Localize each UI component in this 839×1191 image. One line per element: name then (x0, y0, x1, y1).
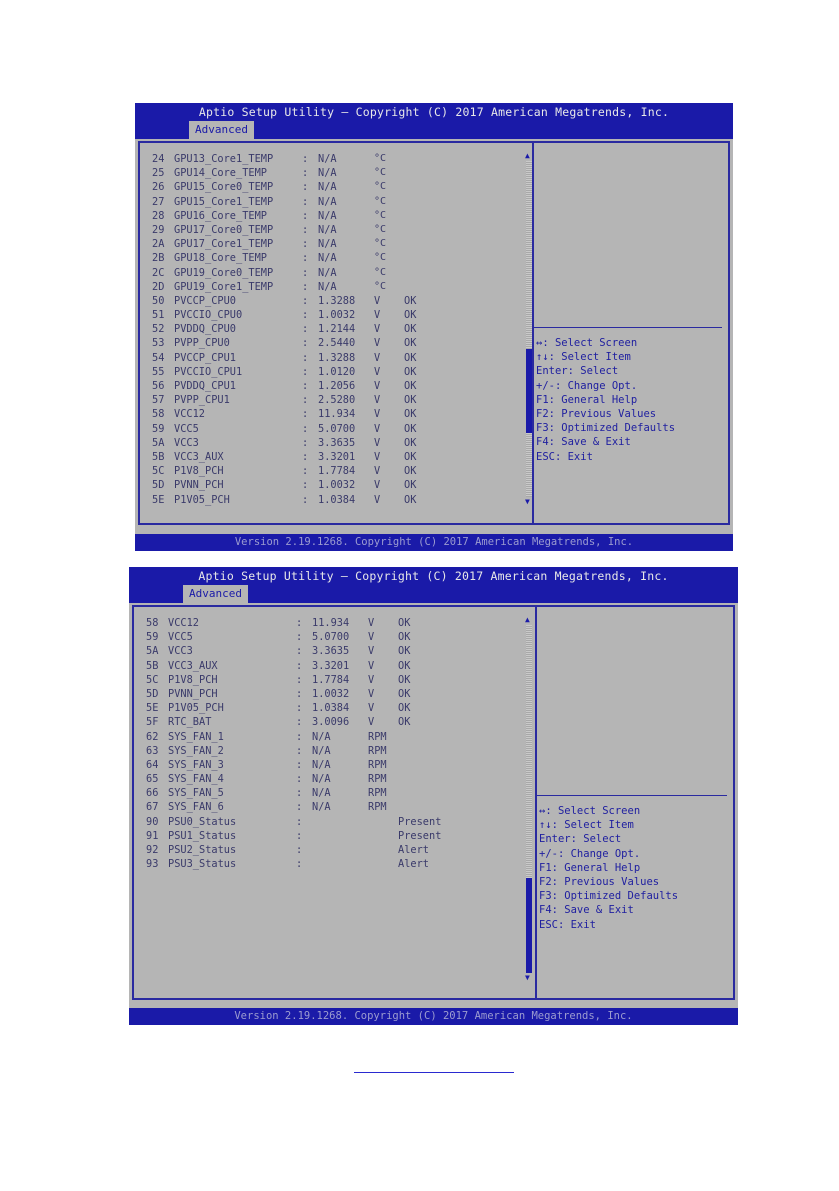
sensor-unit: RPM (368, 787, 387, 800)
window-title: Aptio Setup Utility – Copyright (C) 2017 American Megatrends, Inc. (198, 105, 670, 119)
sensor-value: N/A (312, 730, 331, 743)
sensor-unit: V (374, 309, 381, 322)
bios-screen-2 (129, 567, 738, 1025)
separator: : (296, 815, 303, 828)
sensor-unit: V (374, 465, 381, 478)
key-help-item: Enter: Select (536, 365, 619, 378)
sensor-unit: RPM (368, 744, 387, 757)
sensor-status: OK (398, 687, 411, 700)
sensor-status: OK (404, 465, 417, 478)
sensor-name: GPU13_Core1_TEMP (174, 153, 274, 165)
sensor-value: 11.934 (318, 408, 356, 421)
sensor-value: N/A (318, 238, 337, 251)
sensor-name: P1V05_PCH (168, 702, 224, 715)
sensor-unit: V (374, 408, 381, 421)
sensor-status: OK (404, 380, 417, 392)
key-help-item: ESC: Exit (539, 918, 596, 931)
help-divider (535, 795, 727, 796)
separator: : (302, 351, 309, 364)
sensor-value: 2.5280 (318, 394, 356, 407)
separator: : (302, 365, 309, 378)
sensor-name: GPU19_Core1_TEMP (174, 280, 274, 293)
sensor-id: 2C (152, 266, 165, 279)
sensor-name: VCC3_AUX (168, 659, 218, 672)
sensor-id: 54 (152, 351, 165, 364)
sensor-status: OK (404, 394, 417, 407)
sensor-unit: V (368, 659, 375, 672)
separator: : (302, 195, 309, 208)
scroll-up-arrow-icon[interactable]: ▲ (525, 615, 530, 624)
sensor-value: N/A (318, 181, 337, 194)
sensor-unit: V (374, 422, 381, 435)
sensor-status: OK (404, 309, 417, 322)
sensor-value: 3.3201 (312, 659, 350, 672)
sensor-value: 3.3635 (312, 645, 350, 658)
tab-advanced[interactable]: Advanced (183, 585, 248, 603)
sensor-name: SYS_FAN_2 (168, 744, 224, 757)
key-help-item: ↑↓: Select Item (539, 819, 634, 832)
sensor-status: OK (398, 645, 411, 658)
sensor-id: 2A (152, 238, 165, 251)
sensor-unit: RPM (368, 758, 387, 771)
separator: : (296, 787, 303, 800)
sensor-status: OK (398, 673, 411, 686)
sensor-status: Present (398, 829, 442, 842)
separator: : (302, 223, 309, 236)
sensor-unit: V (374, 436, 381, 449)
sensor-name: GPU17_Core0_TEMP (174, 223, 274, 236)
separator: : (302, 266, 309, 279)
sensor-value: N/A (318, 280, 337, 293)
separator: : (296, 673, 303, 686)
sensor-value: 1.3288 (318, 294, 356, 307)
sensor-status: OK (404, 450, 417, 463)
sensor-status: OK (404, 479, 417, 492)
sensor-id: 52 (152, 323, 165, 336)
sensor-id: 5A (152, 436, 165, 449)
separator: : (296, 659, 303, 672)
sensor-value: 1.0032 (318, 309, 356, 322)
sensor-unit: °C (374, 167, 387, 179)
key-help-item: ESC: Exit (536, 450, 593, 463)
separator: : (296, 702, 303, 715)
key-help-item: +/-: Change Opt. (539, 847, 641, 860)
sensor-unit: V (374, 493, 381, 506)
sensor-name: SYS_FAN_3 (168, 758, 224, 771)
sensor-name: VCC5 (168, 631, 193, 644)
separator: : (302, 238, 309, 251)
sensor-status: OK (404, 351, 417, 364)
sensor-id: 2B (152, 252, 165, 265)
key-help-list (539, 804, 678, 932)
sensor-name: PSU3_Status (168, 858, 237, 871)
sensor-id: 28 (152, 209, 165, 222)
sensor-value: N/A (318, 167, 337, 180)
sensor-name: PSU0_Status (168, 815, 237, 828)
key-help-list (536, 336, 675, 464)
sensor-value: 1.2056 (318, 380, 356, 392)
sensor-value: N/A (312, 744, 331, 757)
sensor-name: PVNN_PCH (168, 687, 218, 700)
sensor-value: 3.3635 (318, 436, 356, 449)
separator: : (296, 844, 303, 856)
sensor-id: 5D (146, 687, 159, 700)
sensor-value: 3.0096 (312, 716, 350, 729)
sensor-unit: V (374, 380, 381, 392)
key-help-item: F4: Save & Exit (539, 904, 634, 917)
sensor-id: 5E (152, 493, 165, 506)
separator: : (302, 436, 309, 449)
sensor-id: 27 (152, 195, 165, 208)
version-footer: Version 2.19.1268. Copyright (C) 2017 American Megatrends, Inc. (129, 1008, 738, 1025)
sensor-unit: V (368, 631, 375, 644)
sensor-id: 5F (146, 716, 159, 729)
sensor-unit: °C (374, 181, 387, 193)
sensor-status: OK (398, 617, 411, 629)
separator: : (302, 280, 309, 293)
sensor-name: VCC12 (174, 408, 205, 421)
sensor-unit: V (374, 394, 381, 407)
sensor-id: 5B (146, 659, 159, 672)
sensor-id: 55 (152, 365, 165, 378)
sensor-unit: °C (374, 238, 387, 250)
sensor-id: 59 (146, 631, 159, 644)
sensor-unit: °C (374, 280, 387, 292)
sensor-unit: V (368, 645, 375, 658)
sensor-unit: °C (374, 223, 387, 235)
sensor-name: PVPP_CPU0 (174, 337, 230, 350)
sensor-unit: V (374, 450, 381, 463)
sensor-name: GPU15_Core0_TEMP (174, 181, 274, 194)
sensor-value: 3.3201 (318, 450, 356, 463)
sensor-unit: RPM (368, 773, 387, 786)
sensor-name: GPU18_Core_TEMP (174, 252, 267, 265)
sensor-unit: V (374, 365, 381, 378)
scroll-down-arrow-icon[interactable]: ▼ (525, 973, 530, 982)
separator: : (302, 181, 309, 194)
sensor-name: GPU15_Core1_TEMP (174, 195, 274, 208)
sensor-id: 5C (152, 465, 165, 478)
separator: : (296, 645, 303, 658)
window-title: Aptio Setup Utility – Copyright (C) 2017 American Megatrends, Inc. (198, 569, 669, 583)
sensor-name: SYS_FAN_4 (168, 773, 224, 786)
sensor-status: OK (404, 422, 417, 435)
separator: : (302, 252, 309, 265)
sensor-id: 51 (152, 309, 165, 322)
sensor-name: P1V8_PCH (174, 465, 224, 478)
sensor-value: 1.0032 (312, 687, 350, 700)
sensor-name: PVDDQ_CPU1 (174, 380, 236, 392)
sensor-name: PVPP_CPU1 (174, 394, 230, 407)
key-help-item: F1: General Help (536, 393, 638, 406)
sensor-status: OK (404, 436, 417, 449)
sensor-name: VCC3_AUX (174, 450, 224, 463)
sensor-status: OK (404, 337, 417, 350)
sensor-status: OK (404, 408, 417, 421)
separator: : (296, 858, 303, 871)
sensor-status: OK (398, 702, 411, 715)
separator: : (302, 309, 309, 322)
sensor-unit: RPM (368, 730, 387, 743)
sensor-name: PVCCP_CPU0 (174, 294, 236, 307)
sensor-id: 92 (146, 844, 159, 856)
separator: : (296, 730, 303, 743)
sensor-id: 93 (146, 858, 159, 871)
sensor-name: P1V8_PCH (168, 673, 218, 686)
sensor-id: 58 (146, 617, 159, 629)
sensor-id: 24 (152, 153, 165, 165)
scroll-down-arrow-icon[interactable]: ▼ (525, 497, 530, 506)
separator: : (296, 801, 303, 814)
sensor-value: N/A (312, 758, 331, 771)
sensor-value: N/A (312, 773, 331, 786)
sensor-value: 1.7784 (318, 465, 356, 478)
key-help-item: F2: Previous Values (539, 875, 660, 888)
sensor-value: N/A (318, 195, 337, 208)
version-footer: Version 2.19.1268. Copyright (C) 2017 American Megatrends, Inc. (135, 534, 733, 551)
separator: : (302, 153, 309, 165)
sensor-status: OK (398, 659, 411, 672)
sensor-status: OK (404, 323, 417, 336)
sensor-id: 57 (152, 394, 165, 407)
sensor-id: 2D (152, 280, 165, 293)
separator: : (302, 450, 309, 463)
bios-screen-1 (135, 103, 733, 551)
sensor-id: 64 (146, 758, 159, 771)
sensor-id: 26 (152, 181, 165, 194)
sensor-name: SYS_FAN_1 (168, 730, 224, 743)
separator: : (296, 773, 303, 786)
sensor-id: 56 (152, 380, 165, 392)
sensor-value: 1.0384 (312, 702, 350, 715)
sensor-id: 58 (152, 408, 165, 421)
key-help-item: +/-: Change Opt. (536, 379, 638, 392)
sensor-unit: °C (374, 195, 387, 207)
help-pane (535, 605, 735, 1000)
sensor-value: N/A (318, 266, 337, 279)
sensor-id: 29 (152, 223, 165, 236)
main-pane (138, 141, 534, 525)
separator: : (302, 408, 309, 421)
separator: : (296, 758, 303, 771)
caption-link[interactable] (354, 1072, 514, 1073)
scroll-thumb[interactable] (526, 878, 532, 973)
tab-advanced[interactable]: Advanced (189, 121, 254, 139)
sensor-value: 1.7784 (312, 673, 350, 686)
help-pane (532, 141, 730, 525)
key-help-item: F2: Previous Values (536, 407, 657, 420)
sensor-value: N/A (318, 209, 337, 222)
sensor-id: 50 (152, 294, 165, 307)
sensor-value: N/A (318, 252, 337, 265)
sensor-unit: V (374, 294, 381, 307)
separator: : (296, 829, 303, 842)
sensor-name: VCC3 (174, 436, 199, 449)
key-help-item: F4: Save & Exit (536, 436, 631, 449)
separator: : (302, 380, 309, 392)
separator: : (296, 631, 303, 644)
help-divider (532, 327, 722, 328)
sensor-unit: V (374, 323, 381, 336)
sensor-id: 5D (152, 479, 165, 492)
sensor-status: Alert (398, 858, 429, 871)
sensor-id: 5A (146, 645, 159, 658)
sensor-unit: °C (374, 153, 387, 164)
sensor-value: 1.0032 (318, 479, 356, 492)
separator: : (296, 617, 303, 629)
sensor-value: N/A (312, 801, 331, 814)
sensor-name: PVCCP_CPU1 (174, 351, 236, 364)
sensor-status: OK (404, 294, 417, 307)
separator: : (302, 337, 309, 350)
sensor-value: N/A (318, 153, 337, 165)
key-help-item: Enter: Select (539, 833, 622, 846)
sensor-id: 25 (152, 167, 165, 180)
sensor-name: SYS_FAN_6 (168, 801, 224, 814)
sensor-name: GPU16_Core_TEMP (174, 209, 267, 222)
separator: : (302, 167, 309, 180)
key-help-item: ↔: Select Screen (539, 805, 641, 817)
sensor-unit: V (368, 673, 375, 686)
sensor-name: PVCCIO_CPU0 (174, 309, 243, 322)
key-help-item: ↔: Select Screen (536, 337, 638, 349)
sensor-unit: V (368, 687, 375, 700)
sensor-name: VCC12 (168, 617, 199, 629)
sensor-id: 90 (146, 815, 159, 828)
sensor-unit: °C (374, 266, 387, 278)
sensor-unit: V (368, 702, 375, 715)
sensor-unit: °C (374, 209, 387, 221)
sensor-name: GPU19_Core0_TEMP (174, 266, 274, 279)
sensor-value: 1.3288 (318, 351, 356, 364)
sensor-name: SYS_FAN_5 (168, 787, 224, 800)
sensor-status: OK (398, 716, 411, 729)
separator: : (302, 493, 309, 506)
sensor-name: GPU14_Core_TEMP (174, 167, 267, 180)
separator: : (302, 465, 309, 478)
sensor-value: 5.0700 (318, 422, 356, 435)
sensor-unit: V (374, 479, 381, 492)
sensor-id: 65 (146, 773, 159, 786)
separator: : (296, 744, 303, 757)
sensor-value: 1.2144 (318, 323, 356, 336)
separator: : (296, 687, 303, 700)
key-help-item: F1: General Help (539, 861, 641, 874)
sensor-name: RTC_BAT (168, 716, 212, 729)
sensor-status: OK (404, 493, 417, 506)
separator: : (302, 209, 309, 222)
sensor-unit: °C (374, 252, 387, 264)
sensor-value: 1.0120 (318, 365, 356, 378)
sensor-value: 11.934 (312, 617, 350, 629)
sensor-id: 66 (146, 787, 159, 800)
title-bar (129, 567, 738, 603)
sensor-id: 5E (146, 702, 159, 715)
sensor-status: OK (398, 631, 411, 644)
sensor-value: N/A (318, 223, 337, 236)
separator: : (302, 479, 309, 492)
sensor-status: Present (398, 815, 442, 828)
sensor-id: 5C (146, 673, 159, 686)
key-help-item: F3: Optimized Defaults (536, 422, 676, 435)
sensor-id: 5B (152, 450, 165, 463)
sensor-unit: V (368, 617, 375, 629)
sensor-unit: V (374, 351, 381, 364)
scroll-up-arrow-icon[interactable]: ▲ (525, 151, 530, 160)
sensor-id: 59 (152, 422, 165, 435)
sensor-name: PVDDQ_CPU0 (174, 323, 236, 336)
sensor-unit: V (374, 337, 381, 350)
scrollbar[interactable] (525, 615, 532, 982)
separator: : (302, 294, 309, 307)
key-help-item: F3: Optimized Defaults (539, 890, 679, 903)
sensor-name: VCC5 (174, 422, 199, 435)
sensor-value: 2.5440 (318, 337, 356, 350)
sensor-name: VCC3 (168, 645, 193, 658)
sensor-name: PSU2_Status (168, 844, 237, 856)
sensor-id: 53 (152, 337, 165, 350)
sensor-status: Alert (398, 844, 429, 856)
sensor-status: OK (404, 365, 417, 378)
sensor-name: PSU1_Status (168, 829, 237, 842)
sensor-unit: V (368, 716, 375, 729)
sensor-id: 67 (146, 801, 159, 814)
separator: : (302, 422, 309, 435)
sensor-id: 91 (146, 829, 159, 842)
sensor-name: GPU17_Core1_TEMP (174, 238, 274, 251)
sensor-value: 1.0384 (318, 493, 356, 506)
sensor-id: 63 (146, 744, 159, 757)
sensor-value: N/A (312, 787, 331, 800)
sensor-name: PVNN_PCH (174, 479, 224, 492)
main-pane (132, 605, 537, 1000)
sensor-value: 5.0700 (312, 631, 350, 644)
sensor-id: 62 (146, 730, 159, 743)
sensor-unit: RPM (368, 801, 387, 814)
title-bar (135, 103, 733, 139)
separator: : (302, 323, 309, 336)
separator: : (296, 716, 303, 729)
separator: : (302, 394, 309, 407)
sensor-name: P1V05_PCH (174, 493, 230, 506)
sensor-name: PVCCIO_CPU1 (174, 365, 243, 378)
key-help-item: ↑↓: Select Item (536, 351, 631, 364)
